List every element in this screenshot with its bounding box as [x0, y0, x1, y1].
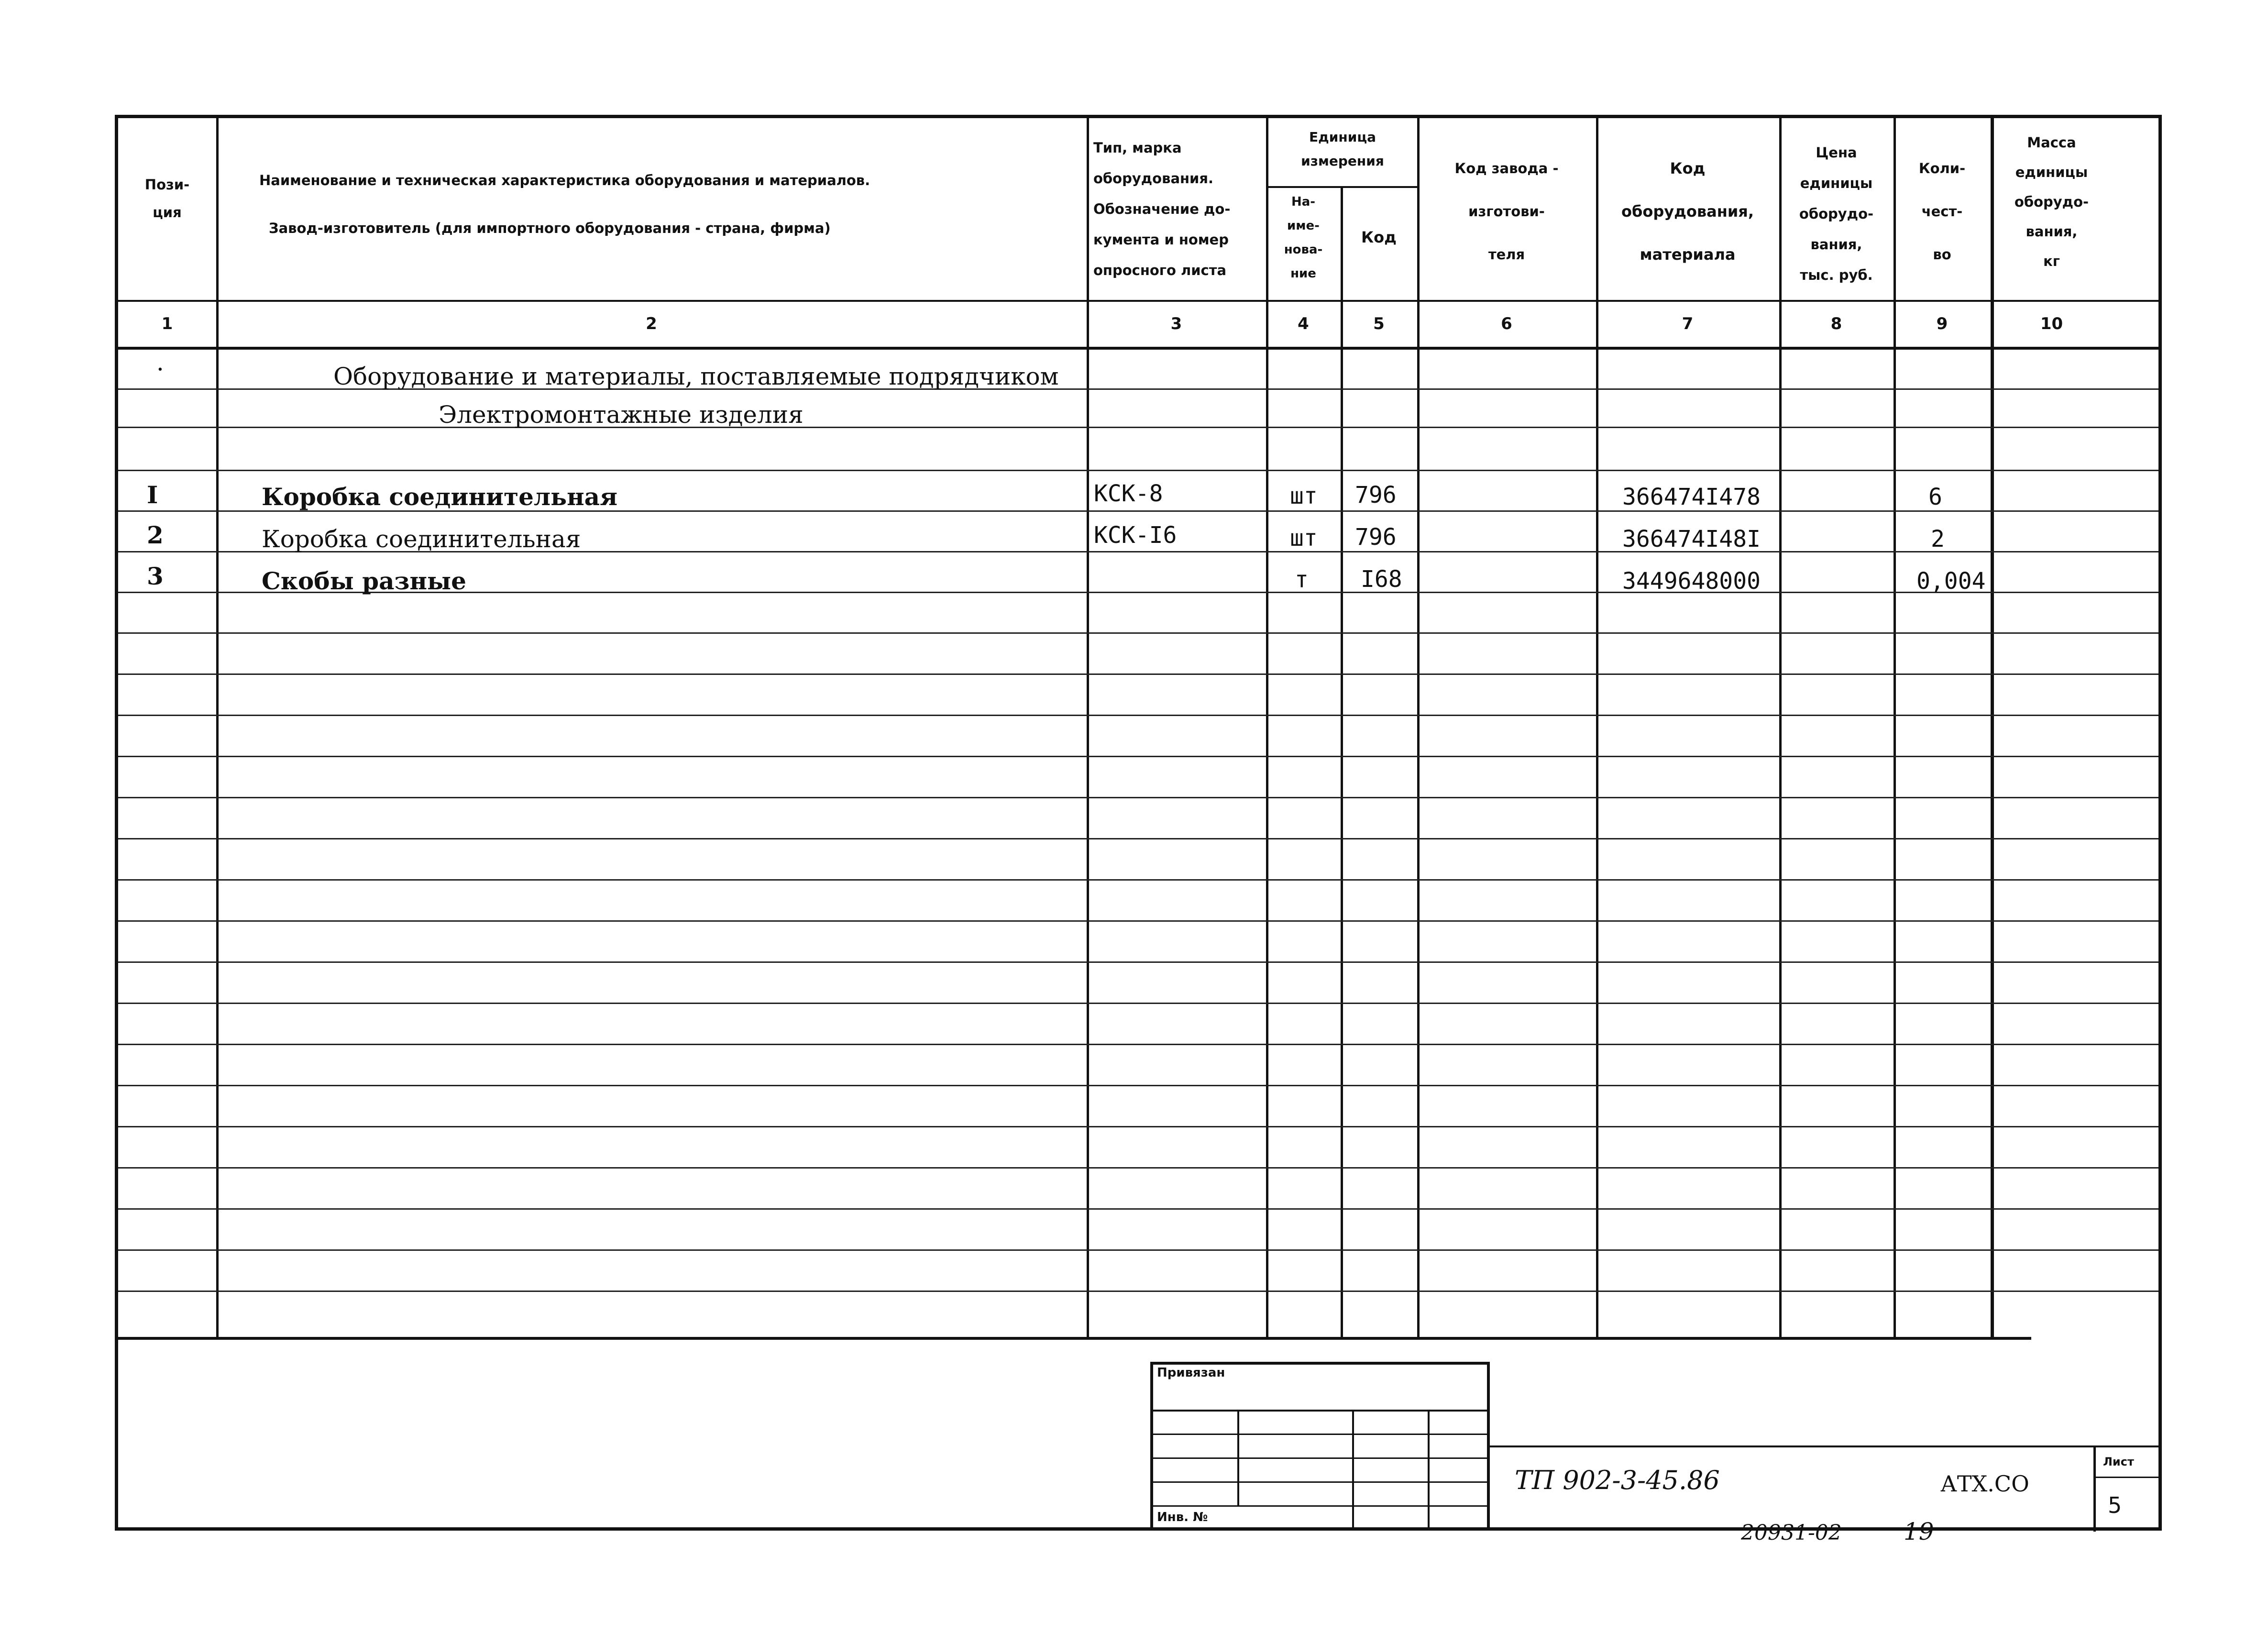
header-factory-code-line3: теля [1488, 246, 1525, 263]
header-factory-code [1417, 147, 1596, 276]
colnum-7: 7 [1682, 314, 1694, 333]
section-dot: · [156, 355, 164, 383]
row-divider [118, 1208, 2158, 1210]
section-subtitle: Электромонтажные изделия [439, 401, 804, 429]
header-price-line1: Цена [1816, 144, 1857, 161]
row-divider [118, 838, 2158, 839]
header-factory-code-line2: изготови- [1468, 203, 1545, 220]
colnum-2: 2 [646, 314, 657, 333]
row-divider [118, 961, 2158, 963]
header-position-label: Пози- ция [144, 177, 190, 221]
row-divider [118, 715, 2158, 716]
header-price-line5: тыс. руб. [1800, 267, 1873, 283]
section-title: Оборудование и материалы, поставляемые подрядчиком [333, 363, 1059, 390]
header-mass-line5: кг [2043, 253, 2060, 269]
row3-qty: 0,004 [1916, 568, 1986, 595]
header-quantity-line3: во [1933, 246, 1951, 263]
row2-qty: 2 [1931, 526, 1945, 552]
row2-type: КСК-I6 [1094, 522, 1177, 549]
row3-unit-code: I68 [1361, 566, 1402, 593]
header-factory-code-line1: Код завода - [1454, 160, 1559, 177]
header-mass-line4: вания, [2026, 223, 2078, 240]
row3-position: 3 [147, 562, 164, 590]
row-divider [118, 632, 2158, 634]
row-divider [118, 879, 2158, 881]
row-divider [118, 1003, 2158, 1004]
header-equipment-code [1596, 147, 1779, 276]
archive-page: 19 [1904, 1518, 1934, 1545]
row1-position: I [147, 481, 158, 509]
row-divider [118, 1167, 2158, 1169]
row-divider [118, 1044, 2158, 1045]
header-type-line3: Обозначение до- [1093, 201, 1231, 217]
stamp-inv-no: Инв. № [1157, 1510, 1208, 1524]
header-price-line2: единицы [1800, 175, 1873, 191]
header-equipment-code-line3: материала [1640, 245, 1736, 264]
row1-code: 366474I478 [1622, 484, 1761, 510]
header-equipment-code-line2: оборудования, [1621, 202, 1754, 221]
header-quantity [1894, 147, 1991, 276]
row1-unit: шт [1290, 483, 1318, 509]
header-position [118, 171, 216, 226]
header-type-line2: оборудования. [1093, 170, 1214, 187]
colnum-8: 8 [1830, 314, 1842, 333]
header-unit-name-line1: На- [1291, 195, 1316, 209]
header-type-line4: кумента и номер [1093, 232, 1229, 248]
row3-unit: т [1295, 566, 1309, 593]
colnum-9: 9 [1936, 314, 1948, 333]
header-mass-line1: Масса [2027, 134, 2076, 151]
row3-name: Скобы разные [262, 567, 466, 595]
row2-code: 366474I48I [1622, 526, 1761, 552]
header-type [1087, 132, 1273, 286]
header-unit-group: Единица измерения [1301, 129, 1384, 169]
row-divider [118, 797, 2158, 798]
colnum-10: 10 [2040, 314, 2063, 333]
row1-unit-code: 796 [1355, 482, 1397, 508]
row1-name: Коробка соединительная [262, 483, 618, 511]
row2-unit-code: 796 [1355, 524, 1397, 551]
header-price-line4: вания, [1810, 236, 1862, 253]
row3-code: 3449648000 [1622, 568, 1761, 595]
sheet-label: Лист [2103, 1455, 2134, 1468]
header-unit-name [1266, 190, 1341, 286]
header-price-line3: оборудо- [1799, 206, 1874, 222]
row2-name: Коробка соединительная [262, 525, 581, 553]
header-unit-name-line4: ние [1290, 266, 1316, 281]
colnum-5: 5 [1373, 314, 1385, 333]
header-quantity-line1: Коли- [1918, 160, 1966, 177]
header-unit-code: Код [1361, 228, 1397, 246]
header-unit-name-line2: име- [1287, 219, 1320, 233]
header-mass-line2: единицы [2015, 164, 2088, 180]
row-divider [118, 1249, 2158, 1251]
archive-number: 20931-02 [1741, 1521, 1842, 1545]
sheet-number: 5 [2108, 1492, 2122, 1518]
row-divider [118, 1291, 2158, 1292]
header-quantity-line2: чест- [1921, 203, 1963, 220]
colnum-4: 4 [1298, 314, 1309, 333]
row-divider [118, 1126, 2158, 1127]
header-type-line5: опросного листа [1093, 262, 1227, 278]
row1-qty: 6 [1928, 484, 1942, 510]
row1-type: КСК-8 [1094, 480, 1163, 507]
specification-sheet [115, 115, 2162, 1531]
header-unit-name-line3: нова- [1284, 243, 1323, 257]
header-mass [1991, 128, 2113, 276]
row2-position: 2 [147, 521, 164, 549]
header-name [216, 156, 1087, 252]
stamp-privyazan: Привязан [1157, 1366, 1225, 1380]
header-mass-line3: оборудо- [2014, 194, 2089, 210]
header-name-line2: Завод-изготовитель (для импортного оборудования - страна, фирма) [269, 220, 831, 236]
header-equipment-code-line1: Код [1670, 159, 1706, 177]
row-divider [118, 756, 2158, 757]
colnum-6: 6 [1501, 314, 1512, 333]
header-type-line1: Тип, марка [1093, 140, 1182, 156]
sheet-code: АТХ.СО [1940, 1471, 2029, 1497]
row-divider [118, 470, 2158, 471]
header-name-line1: Наименование и техническая характеристика оборудования и материалов. [259, 172, 870, 188]
colnum-1: 1 [161, 314, 173, 333]
colnum-3: 3 [1170, 314, 1182, 333]
doc-code: ТП 902-3-45.86 [1515, 1465, 1720, 1495]
row-divider [118, 920, 2158, 922]
row-divider [118, 427, 2158, 428]
row2-unit: шт [1290, 525, 1318, 552]
header-price [1779, 137, 1894, 290]
row-divider [118, 673, 2158, 675]
row-divider [118, 1085, 2158, 1086]
